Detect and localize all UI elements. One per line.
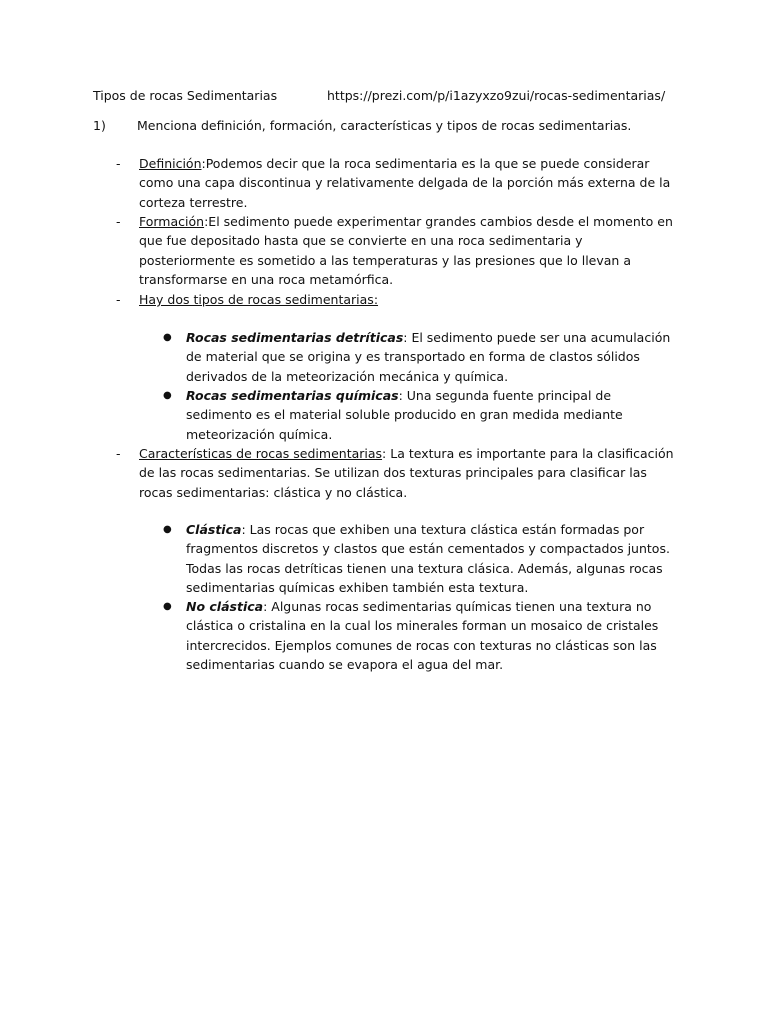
dash-marker: - [116,292,121,307]
bullet-marker: ● [163,390,172,401]
detriticas-term: Rocas sedimentarias detríticas [186,330,404,345]
dash-marker: - [116,214,121,229]
list-item-tipos [116,290,679,309]
dash-marker: - [116,446,121,461]
caracteristicas-colon: : [382,446,387,461]
tipos-heading: Hay dos tipos de rocas sedimentarias: [139,292,379,307]
source-url: https://prezi.com/p/i1azyxzo9zui/rocas-sedimentarias/ [327,88,666,103]
definicion-text: Podemos decir que la roca sedimentaria es la que se puede considerar como una capa discontinua y relativamente delgada de la porción más externa de la corteza terrestre. [139,156,671,210]
bullet-item-detriticas [163,328,678,386]
list-item-caracteristicas [116,444,679,502]
dash-marker: - [116,156,121,171]
caracteristicas-term: Características de rocas sedimentarias [139,446,383,461]
document-title: Tipos de rocas Sedimentarias [93,88,278,103]
bullet-marker: ● [163,332,172,343]
quimicas-text: : Una segunda fuente principal de sedimento es el material soluble producido en gran medida mediante meteorización química. [186,388,623,442]
question-text: Menciona definición, formación, características y tipos de rocas sedimentarias. [137,118,632,133]
bullet-marker: ● [163,524,172,535]
bullet-marker: ● [163,601,172,612]
definicion-term: Definición [139,156,202,171]
clastica-term: Clástica [186,522,242,537]
definicion-colon: : [201,156,206,171]
bullet-item-quimicas [163,386,678,444]
question-number: 1) [93,118,106,133]
no-clastica-term: No clástica [186,599,264,614]
bullet-item-clastica [163,520,678,598]
formacion-text: El sedimento puede experimentar grandes cambios desde el momento en que fue depositado hasta que se convierte en una roca sedimentaria y posteriormente es sometido a las temperaturas y las presiones que lo llevan a transformarse en una roca metamórfica. [139,214,673,288]
list-item-definicion [116,154,679,212]
bullet-item-no-clastica [163,597,678,675]
detriticas-text: : El sedimento puede ser una acumulación de material que se origina y es transportado en forma de clastos sólidos derivados de la meteorización mecánica y química. [186,330,671,384]
formacion-term: Formación [139,214,205,229]
quimicas-term: Rocas sedimentarias químicas [186,388,399,403]
document-header [93,88,708,108]
clastica-text: : Las rocas que exhiben una textura clástica están formadas por fragmentos discretos y clastos que están cementados y compactados juntos. Todas las rocas detríticas tienen una textura clásica. Además, algunas rocas sedimentarias químicas exhiben también esta textura. [186,522,670,596]
no-clastica-text: : Algunas rocas sedimentarias químicas tienen una textura no clástica o cristalina en la cual los minerales forman un mosaico de cristales intercrecidos. Ejemplos comunes de rocas con texturas no clásticas son las sedimentarias cuando se evapora el agua del mar. [186,599,659,673]
caracteristicas-text: La textura es importante para la clasificación de las rocas sedimentarias. Se utilizan dos texturas principales para clasificar las rocas sedimentarias: clástica y no clástica. [139,446,674,500]
formacion-colon: : [204,214,209,229]
list-item-formacion [116,212,679,290]
